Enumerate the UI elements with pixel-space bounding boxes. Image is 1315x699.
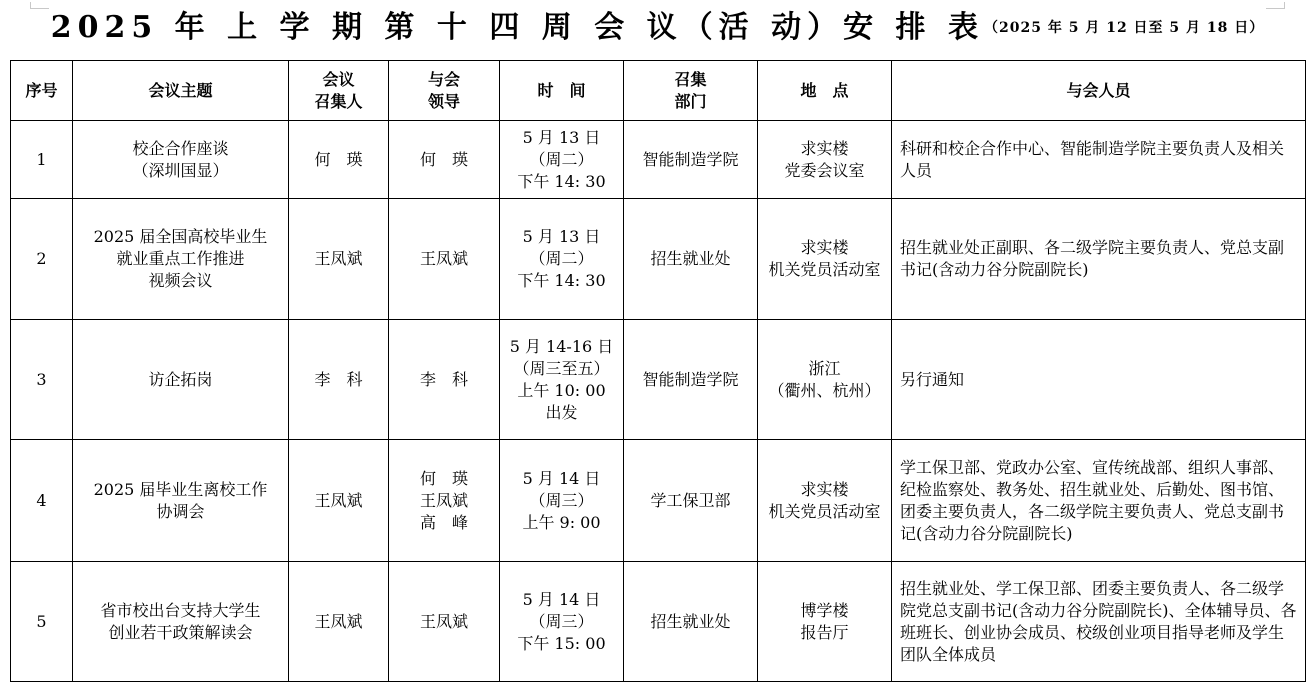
cell-attendees: 学工保卫部、党政办公室、宣传统战部、组织人事部、纪检监察处、教务处、招生就业处、后勤处、图书馆、团委主要负责人，各二级学院主要负责人、党总支副书记(含动力谷分院副院长) [892,440,1306,562]
cell-time: 5 月 13 日 （周二） 下午 14: 30 [500,199,624,320]
cell-attendees: 招生就业处正副职、各二级学院主要负责人、党总支副书记(含动力谷分院副院长) [892,199,1306,320]
table-row [11,121,1306,199]
cell-dept: 招生就业处 [624,562,758,682]
cell-convener: 李 科 [289,320,389,440]
cell-location: 求实楼 机关党员活动室 [758,199,892,320]
cell-topic: 校企合作座谈 （深圳国显） [73,121,289,199]
cell-dept: 智能制造学院 [624,121,758,199]
cell-location: 求实楼 机关党员活动室 [758,440,892,562]
cell-leaders: 何 瑛 [389,121,500,199]
cell-no: 4 [11,440,73,562]
table-header-row [11,61,1306,121]
cell-location: 博学楼 报告厅 [758,562,892,682]
table-row [11,320,1306,440]
header-leaders: 与会 领导 [389,61,500,121]
cell-convener: 王凤斌 [289,562,389,682]
cell-topic: 2025 届全国高校毕业生 就业重点工作推进 视频会议 [73,199,289,320]
cell-time: 5 月 14-16 日 （周三至五） 上午 10: 00 出发 [500,320,624,440]
cell-location: 求实楼 党委会议室 [758,121,892,199]
header-topic: 会议主题 [73,61,289,121]
title-date-range: （2025 年 5 月 12 日至 5 月 18 日） [984,20,1265,36]
header-attendees: 与会人员 [892,61,1306,121]
title-main: 2025 年 上 学 期 第 十 四 周 会 议（活 动）安 排 表 [50,10,984,45]
cell-attendees: 招生就业处、学工保卫部、团委主要负责人、各二级学院党总支副书记(含动力谷分院副院长)、全体辅导员、各班班长、创业协会成员、校级创业项目指导老师及学生团队全体成员 [892,562,1306,682]
cell-time: 5 月 14 日 （周三） 上午 9: 00 [500,440,624,562]
cell-dept: 学工保卫部 [624,440,758,562]
cell-convener: 王凤斌 [289,199,389,320]
table-row [11,199,1306,320]
cell-no: 3 [11,320,73,440]
header-convener: 会议 召集人 [289,61,389,121]
cell-leaders: 王凤斌 [389,562,500,682]
header-time: 时 间 [500,61,624,121]
cell-topic: 2025 届毕业生离校工作 协调会 [73,440,289,562]
cell-topic: 访企拓岗 [73,320,289,440]
page-title [0,6,1315,56]
header-dept: 召集 部门 [624,61,758,121]
cell-location: 浙江 （衢州、杭州） [758,320,892,440]
cell-leaders: 李 科 [389,320,500,440]
cell-dept: 智能制造学院 [624,320,758,440]
header-no: 序号 [11,61,73,121]
cell-convener: 王凤斌 [289,440,389,562]
cell-no: 1 [11,121,73,199]
table-row [11,562,1306,682]
cell-attendees: 科研和校企合作中心、智能制造学院主要负责人及相关人员 [892,121,1306,199]
cell-convener: 何 瑛 [289,121,389,199]
cell-leaders: 王凤斌 [389,199,500,320]
cell-time: 5 月 14 日 （周三） 下午 15: 00 [500,562,624,682]
cell-attendees: 另行通知 [892,320,1306,440]
cell-no: 2 [11,199,73,320]
cell-dept: 招生就业处 [624,199,758,320]
cell-leaders: 何 瑛 王凤斌 高 峰 [389,440,500,562]
table-row [11,440,1306,562]
header-location: 地 点 [758,61,892,121]
cell-time: 5 月 13 日 （周二） 下午 14: 30 [500,121,624,199]
cell-no: 5 [11,562,73,682]
schedule-table [10,60,1306,682]
cell-topic: 省市校出台支持大学生 创业若干政策解读会 [73,562,289,682]
